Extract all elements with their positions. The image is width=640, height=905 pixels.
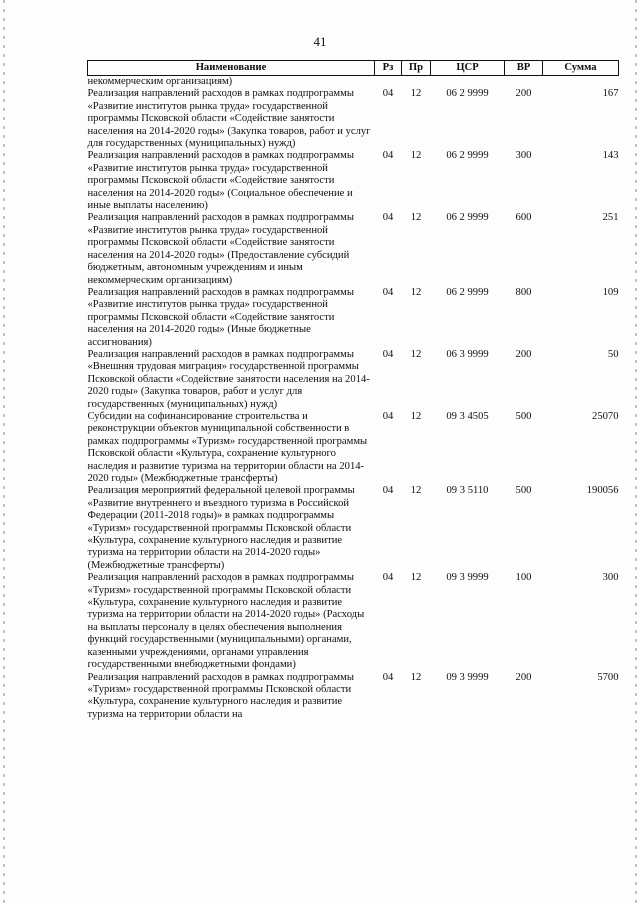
row-vr: 800 bbox=[515, 286, 532, 298]
table-row bbox=[88, 212, 619, 286]
row-name: Реализация направлений расходов в рамках подпрограммы «Внешняя трудовая миграция» государственной программы Псковской области «Содействие занятости населения на 2014-2020 годы» (Закупка товаров, работ и услуг для государственных (муниципальных) нужд) bbox=[87, 348, 370, 410]
table-row bbox=[88, 287, 619, 349]
row-csr: 09 3 9999 bbox=[446, 671, 489, 683]
row-csr: 06 2 9999 bbox=[446, 88, 489, 100]
row-name: Реализация направлений расходов в рамках подпрограммы «Развитие институтов рынка труда» государственной программы Псковской области «Содействие занятости населения на 2014-2020 годы» (Закупка товаров, работ и услуг для государственных (муниципальных) нужд) bbox=[87, 88, 371, 150]
row-csr: 06 2 9999 bbox=[446, 286, 489, 298]
row-pr: 12 bbox=[410, 410, 422, 422]
row-pr: 12 bbox=[410, 150, 422, 162]
row-pr: 12 bbox=[410, 572, 422, 584]
row-rz: 04 bbox=[382, 671, 394, 683]
row-sum: 167 bbox=[602, 88, 619, 100]
row-pr: 12 bbox=[410, 348, 422, 360]
row-vr: 200 bbox=[515, 88, 532, 100]
table-row bbox=[88, 76, 619, 89]
row-vr: 500 bbox=[515, 485, 532, 497]
row-sum: 25070 bbox=[592, 410, 619, 422]
header-csr: ЦСР bbox=[431, 61, 505, 76]
row-csr: 06 2 9999 bbox=[446, 212, 489, 224]
table-row bbox=[88, 349, 619, 411]
scan-edge-left bbox=[3, 0, 5, 905]
row-rz: 04 bbox=[382, 485, 394, 497]
row-name: Реализация направлений расходов в рамках подпрограммы «Развитие институтов рынка труда» государственной программы Псковской области «Содействие занятости населения на 2014-2020 годы» (Предоставление субсидий бюджетным, автономным учреждениям и иным некоммерческим организациям) bbox=[87, 212, 354, 286]
row-rz: 04 bbox=[382, 572, 394, 584]
row-name: некоммерческим организациям) bbox=[87, 76, 233, 87]
row-rz bbox=[375, 76, 402, 89]
row-name: Реализация направлений расходов в рамках подпрограммы «Туризм» государственной программы Псковской области «Культура, сохранение культурного наследия и развитие туризма на территории области на bbox=[87, 671, 354, 720]
row-rz: 04 bbox=[382, 150, 394, 162]
row-vr bbox=[505, 76, 543, 89]
header-vr: ВР bbox=[505, 61, 543, 76]
row-rz: 04 bbox=[382, 410, 394, 422]
row-rz: 04 bbox=[382, 348, 394, 360]
row-sum: 50 bbox=[607, 348, 619, 360]
row-name: Реализация мероприятий федеральной целевой программы «Развитие внутреннего и въездного туризма в Российской Федерации (2011-2018 годы)» в рамках подпрограммы «Туризм» государственной программы Псковской области «Культура, сохранение культурного наследия и развитие туризма на территории области на 2014-2020 годы» (Межбюджетные трансферты) bbox=[87, 485, 355, 571]
row-sum: 143 bbox=[602, 150, 619, 162]
row-vr: 200 bbox=[515, 671, 532, 683]
row-pr: 12 bbox=[410, 88, 422, 100]
row-pr: 12 bbox=[410, 286, 422, 298]
row-rz: 04 bbox=[382, 88, 394, 100]
row-pr bbox=[402, 76, 431, 89]
budget-table bbox=[87, 60, 619, 721]
row-vr: 200 bbox=[515, 348, 532, 360]
row-vr: 500 bbox=[515, 410, 532, 422]
row-sum: 190056 bbox=[586, 485, 619, 497]
row-sum: 109 bbox=[602, 286, 619, 298]
row-pr: 12 bbox=[410, 212, 422, 224]
row-csr: 06 3 9999 bbox=[446, 348, 489, 360]
row-csr: 09 3 9999 bbox=[446, 572, 489, 584]
scan-edge-right bbox=[635, 0, 637, 905]
row-pr: 12 bbox=[410, 671, 422, 683]
row-csr: 06 2 9999 bbox=[446, 150, 489, 162]
header-rz: Рз bbox=[375, 61, 402, 76]
row-sum: 251 bbox=[602, 212, 619, 224]
row-csr: 09 3 4505 bbox=[446, 410, 489, 422]
header-sum: Сумма bbox=[543, 61, 619, 76]
row-name: Реализация направлений расходов в рамках подпрограммы «Развитие институтов рынка труда» государственной программы Псковской области «Содействие занятости населения на 2014-2020 годы» (Иные бюджетные ассигнования) bbox=[87, 286, 354, 348]
table-row bbox=[88, 672, 619, 722]
row-rz: 04 bbox=[382, 212, 394, 224]
row-pr: 12 bbox=[410, 485, 422, 497]
row-csr: 09 3 5110 bbox=[446, 485, 489, 497]
row-rz: 04 bbox=[382, 286, 394, 298]
header-name: Наименование bbox=[88, 61, 375, 76]
row-name: Реализация направлений расходов в рамках подпрограммы «Развитие институтов рынка труда» государственной программы Псковской области «Содействие занятости населения на 2014-2020 годы» (Социальное обеспечение и иные выплаты населению) bbox=[87, 150, 354, 212]
table-row bbox=[88, 572, 619, 671]
row-name: Реализация направлений расходов в рамках подпрограммы «Туризм» государственной программы Псковской области «Культура, сохранение культурного наследия и развитие туризма на территории области на 2014-2020 годы» (Расходы на выплаты персоналу в целях обеспечения выполнения функций государственными (муниципальными) органами, казенными учреждениями, органами управления государственными внебюджетными фондами) bbox=[87, 572, 365, 671]
row-sum: 5700 bbox=[597, 671, 619, 683]
row-name: Субсидии на софинансирование строительства и реконструкции объектов муниципальной собственности в рамках подпрограммы «Туризм» государственной программы Псковской области «Культура, сохранение культурного наследия и развитие туризма на территории области на 2014-2020 годы» (Межбюджетные трансферты) bbox=[87, 410, 368, 484]
row-sum bbox=[543, 76, 619, 89]
row-vr: 300 bbox=[515, 150, 532, 162]
table-row bbox=[88, 150, 619, 212]
header-pr: Пр bbox=[402, 61, 431, 76]
row-vr: 100 bbox=[515, 572, 532, 584]
table-row bbox=[88, 485, 619, 572]
row-sum: 300 bbox=[602, 572, 619, 584]
row-vr: 600 bbox=[515, 212, 532, 224]
page-number: 41 bbox=[313, 34, 327, 49]
table-row bbox=[88, 88, 619, 150]
table-header-row bbox=[88, 61, 619, 76]
row-csr bbox=[431, 76, 505, 89]
table-row bbox=[88, 411, 619, 485]
